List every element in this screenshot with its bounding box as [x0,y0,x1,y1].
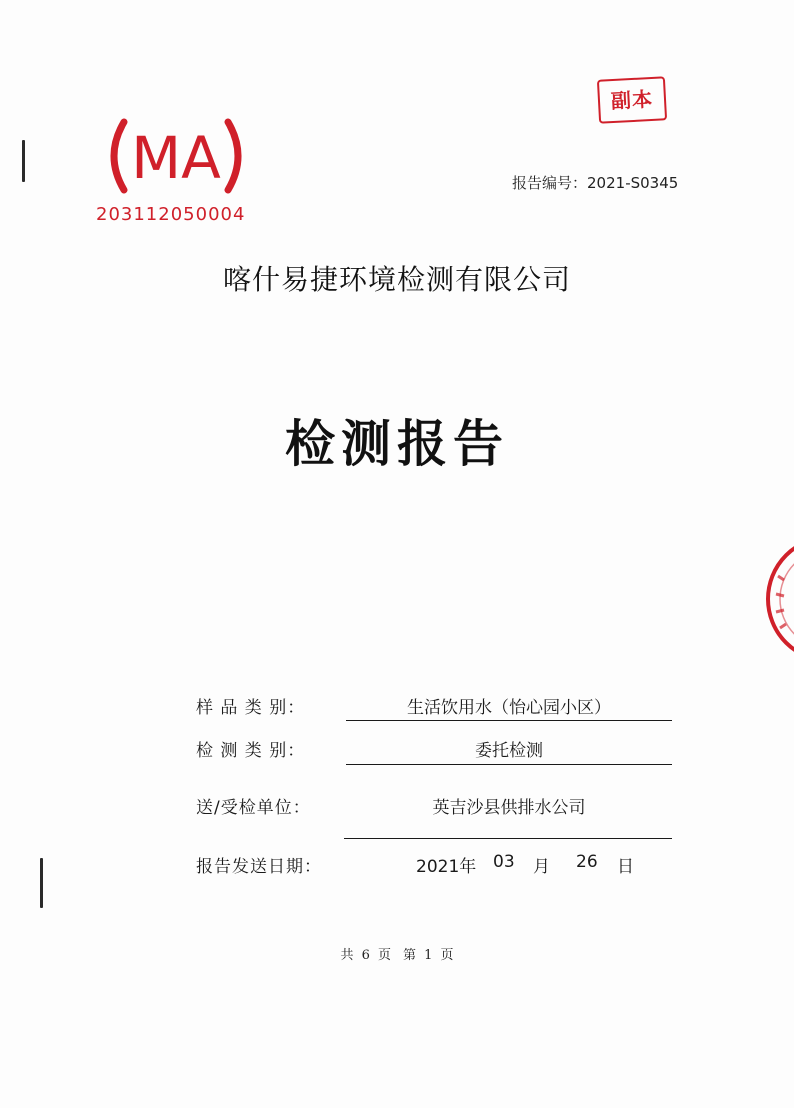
client-value: 英吉沙县供排水公司 [432,798,586,818]
date-year: 2021年 [416,857,477,877]
date-month: 03 [493,852,515,872]
ma-logo-text: MA [131,124,221,192]
date-day: 26 [576,852,598,872]
report-number-label: 报告编号： [512,174,588,192]
sample-category-label: 样 品 类 别： [196,698,306,718]
date-label: 报告发送日期： [196,857,322,877]
copy-stamp: 副本 [597,76,667,123]
test-category-label: 检 测 类 别： [196,741,306,761]
client-underline [344,838,672,839]
client-label: 送/受检单位： [196,798,311,818]
current-page: 第 1 页 [403,948,454,963]
company-seal-partial [758,536,794,662]
binding-mark-bottom [40,858,43,908]
report-number-value: 2021-S0345 [587,174,679,192]
report-number [512,172,678,193]
binding-mark-top [22,140,25,182]
company-name: 喀什易捷环境检测有限公司 [222,263,571,296]
test-category-value: 委托检测 [475,741,543,761]
sample-category-underline [346,720,672,721]
total-pages: 共 6 页 [340,948,391,963]
test-category-underline [346,764,672,765]
date-day-unit: 日 [617,857,634,877]
sample-category-value: 生活饮用水（怡心园小区） [407,698,611,718]
date-month-unit: 月 [533,857,550,877]
page-counter [0,944,794,963]
ma-certificate-number: 203112050004 [96,204,246,225]
ma-certification-logo [96,112,256,200]
report-title: 检测报告 [285,414,509,473]
